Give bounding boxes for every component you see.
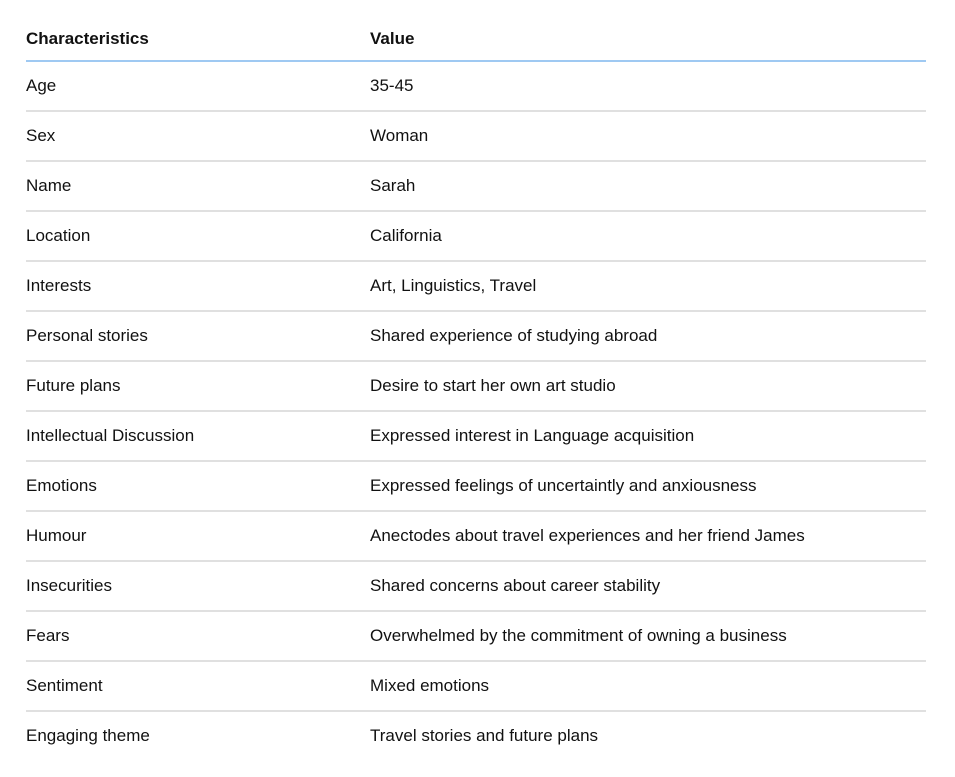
characteristic-cell: Location — [26, 211, 370, 261]
header-characteristics: Characteristics — [26, 14, 370, 61]
characteristic-cell: Interests — [26, 261, 370, 311]
table-row — [26, 461, 926, 511]
characteristic-cell: Humour — [26, 511, 370, 561]
table-row — [26, 561, 926, 611]
value-cell: Mixed emotions — [370, 661, 926, 711]
table-row — [26, 711, 926, 760]
value-cell: Woman — [370, 111, 926, 161]
table-header-row — [26, 14, 926, 61]
header-value: Value — [370, 14, 926, 61]
table-row — [26, 511, 926, 561]
table-row — [26, 311, 926, 361]
value-cell: Anectodes about travel experiences and her friend James — [370, 511, 926, 561]
value-cell: 35-45 — [370, 61, 926, 111]
characteristic-cell: Emotions — [26, 461, 370, 511]
characteristic-cell: Fears — [26, 611, 370, 661]
characteristic-cell: Name — [26, 161, 370, 211]
value-cell: California — [370, 211, 926, 261]
table-row — [26, 411, 926, 461]
characteristics-table-container — [26, 14, 926, 760]
value-cell: Travel stories and future plans — [370, 726, 599, 745]
value-cell: Expressed interest in Language acquisition — [370, 411, 926, 461]
characteristic-cell: Sex — [26, 111, 370, 161]
value-cell: Overwhelmed by the commitment of owning a business — [370, 611, 926, 661]
table-row — [26, 611, 926, 661]
characteristic-cell: Insecurities — [26, 561, 370, 611]
characteristic-cell: Age — [26, 61, 370, 111]
value-cell: Expressed feelings of uncertaintly and anxiousness — [370, 461, 926, 511]
table-row — [26, 211, 926, 261]
characteristic-cell: Future plans — [26, 361, 370, 411]
value-cell: Sarah — [370, 161, 926, 211]
value-cell: Art, Linguistics, Travel — [370, 261, 926, 311]
table-row — [26, 161, 926, 211]
table-row — [26, 361, 926, 411]
characteristic-cell: Sentiment — [26, 661, 370, 711]
table-row — [26, 661, 926, 711]
table-row — [26, 111, 926, 161]
table-row — [26, 261, 926, 311]
value-cell: Desire to start her own art studio — [370, 361, 926, 411]
characteristic-cell: Personal stories — [26, 311, 370, 361]
value-cell: Shared concerns about career stability — [370, 561, 926, 611]
value-cell: Shared experience of studying abroad — [370, 311, 926, 361]
table-row — [26, 61, 926, 111]
characteristic-cell: Intellectual Discussion — [26, 411, 370, 461]
characteristics-table — [26, 14, 926, 760]
characteristic-cell: Engaging theme — [26, 726, 150, 745]
